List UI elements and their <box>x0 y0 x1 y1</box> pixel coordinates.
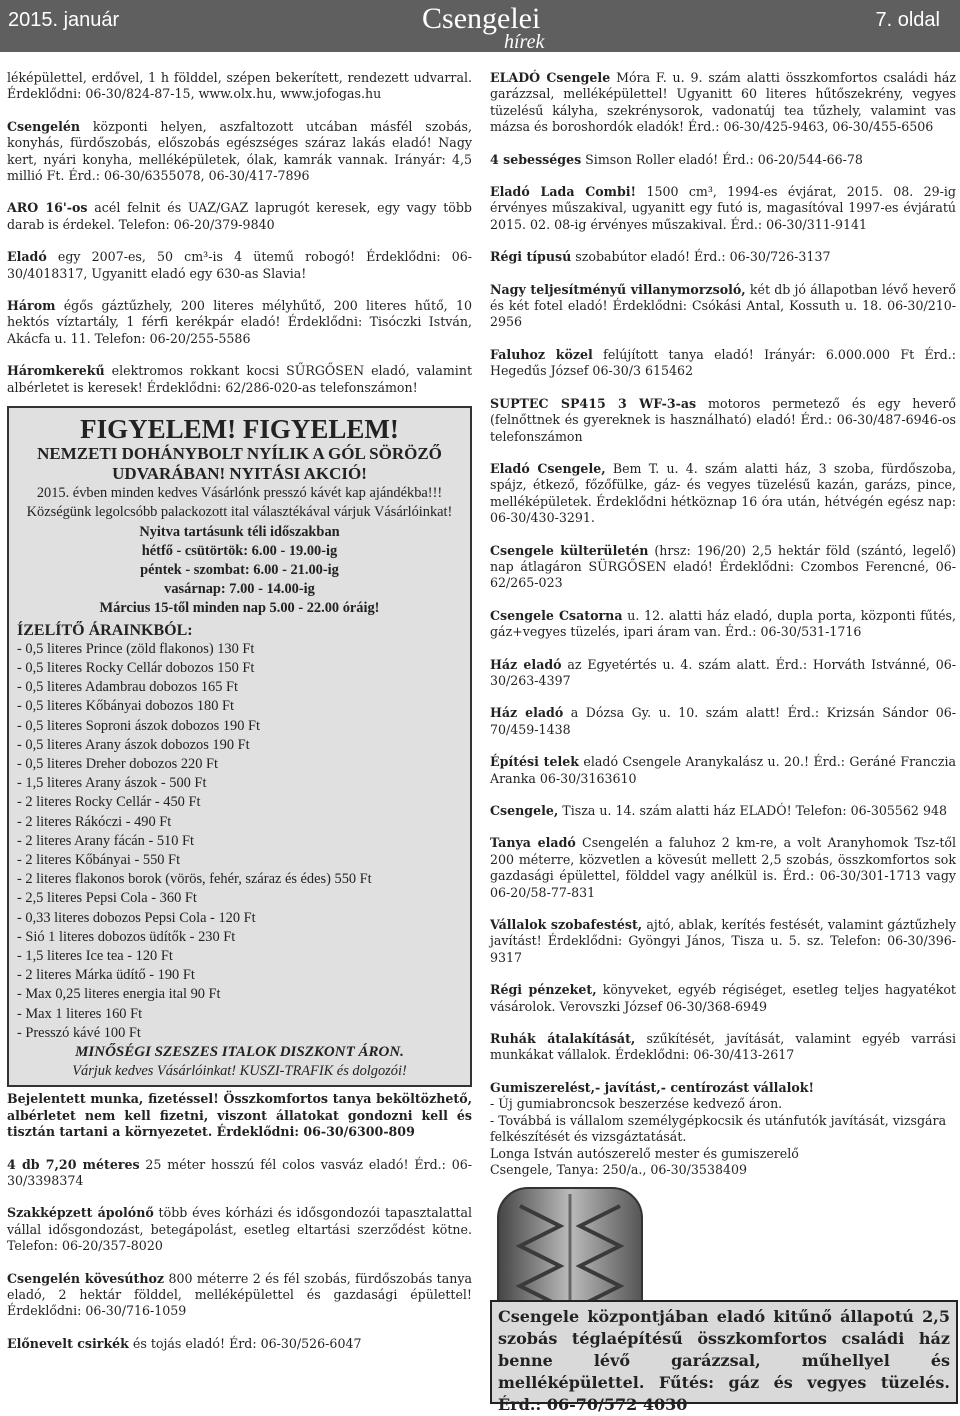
classified-ad: Régi pénzeket, könyveket, egyéb régiséget, esetleg teljes hagyatékot vásárolok. Verovszki József 06-30/368-6949 <box>490 982 956 1014</box>
classified-ad: ARO 16'-os acél felnit és UAZ/GAZ laprugót keresek, egy vagy több darab is érdekel. Telefon: 06-20/379-9840 <box>7 200 472 232</box>
price-item: - 2,5 literes Pepsi Cola - 360 Ft <box>17 890 197 907</box>
price-item: - 0,5 literes Prince (zöld flakonos) 130 Ft <box>17 640 255 657</box>
classified-ad: Ház eladó a Dózsa Gy. u. 10. szám alatt! Érd.: Krizsán Sándor 06-70/459-1438 <box>490 705 956 737</box>
classified-ad: Szakképzett ápolónő több éves kórházi és idősgondozói tapasztalattal vállal idősgondozást, betegápolást, esetleg eltartási szerződést kötne. Telefon: 06-20/357-8020 <box>7 1205 472 1254</box>
classified-ad: Ház eladó az Egyetértés u. 4. szám alatt. Érd.: Horváth Istvánné, 06-30/263-4397 <box>490 656 956 688</box>
price-item: - 1,5 literes Ice tea - 120 Ft <box>17 947 173 964</box>
box-line: 2015. évben minden kedves Vásárlónk presszó kávét kap ajándékba!!! <box>36 485 443 502</box>
price-item: - 0,33 literes dobozos Pepsi Cola - 120 Ft <box>17 909 256 926</box>
price-item: - 0,5 literes Dreher dobozos 220 Ft <box>17 755 219 772</box>
ad-heading: Gumiszerelést,- javítást,- centírozást vállalok! <box>490 1079 815 1095</box>
logo-line1: Csengelei <box>422 2 541 35</box>
price-item: - 2 literes Rocky Cellár - 450 Ft <box>17 794 201 811</box>
classified-ad: SUPTEC SP415 3 WF-3-as motoros permetező és egy heverő (felnőttnek és gyereknek is használható) eladó! Érd.: 06-30/487-6946-os telefonszámon <box>490 395 956 444</box>
price-item: - 2 literes flakonos borok (vörös, fehér, száraz és édes) 550 Ft <box>17 871 372 888</box>
price-item: - 2 literes Rákóczi - 490 Ft <box>17 813 172 830</box>
issue-date: 2015. január <box>8 9 120 31</box>
classified-ad: Csengele Csatorna u. 12. alatti ház eladó, dupla porta, központi fűtés, gáz+vegyes tüzelés, ipari áram van. Érd.: 06-30/531-1716 <box>490 607 956 640</box>
price-item: - Presszó kávé 100 Ft <box>17 1024 141 1041</box>
classified-ad: Csengelén központi helyen, aszfaltozott utcában másfél szobás, konyhás, fürdőszobás, előszobás egészséges száraz lakás eladó! Nagy kert, nyári konyha, melléképületek, ólak, kamrák vannak. Irányár: 4,5 millió Ft. Érd.: 06-30/6355078, 06-30/417-7896 <box>7 118 472 184</box>
classified-ad: Eladó Lada Combi! 1500 cm³, 1994-es évjárat, 2015. 08. 29-ig érvényes műszakival, ugyanitt egy futó is, magasítóval 1997-es évjáratú 2015. 02. 08-ig érvényes műszakival. Érd.: 06-30/311-9141 <box>490 184 956 232</box>
classified-ad: 4 sebességes Simson Roller eladó! Érd.: 06-20/544-66-78 <box>490 151 863 167</box>
opening-hours: vasárnap: 7.00 - 14.00-ig <box>164 581 315 598</box>
ad-line: Csengele, Tanya: 250/a., 06-30/3538409 <box>490 1161 748 1177</box>
tobacco-shop-ad-box <box>7 406 472 1087</box>
price-item: - 0,5 literes Arany ászok dobozos 190 Ft <box>17 736 250 753</box>
price-item: - 1,5 literes Arany ászok - 500 Ft <box>17 775 207 792</box>
classified-ad: Faluhoz közel felújított tanya eladó! Irányár: 6.000.000 Ft Érd.: Hegedűs József 06-30/3 615462 <box>490 346 956 379</box>
page-header <box>0 0 960 52</box>
price-item: - 0,5 literes Rocky Cellár dobozos 150 Ft <box>17 659 255 676</box>
classified-ad: 4 db 7,20 méteres 25 méter hosszú fél colos vasváz eladó! Érd.: 06-30/3398374 <box>7 1156 472 1189</box>
classified-ad: Csengele külterületén (hrsz: 196/20) 2,5 hektár föld (szántó, legelő) nap átlagáron SÜRGŐSEN eladó! Érdeklődni: Czombos Ferencné, 06-62/265-023 <box>490 542 956 591</box>
classified-ad: Csengele, Tisza u. 14. szám alatti ház ELADÓ! Telefon: 06-305562 948 <box>490 803 947 818</box>
newspaper-logo <box>418 2 545 53</box>
price-list-title: ÍZELÍTŐ ÁRAINKBÓL: <box>17 621 193 639</box>
box-footer: Várjuk kedves Vásárlóinkat! KUSZI-TRAFIK és dolgozói! <box>72 1063 407 1080</box>
right-column <box>490 70 956 1396</box>
page-number: 7. oldal <box>875 9 940 31</box>
classified-ad: Három égős gáztűzhely, 200 literes mélyhűtő, 200 literes hűtő, 10 hektós víztartály, 1 férfi kerékpár eladó! Érdeklődni: Tisóczki István, Akácfa u. 11. Telefon: 06-20/255-5586 <box>7 298 472 346</box>
classified-ad: Előnevelt csirkék és tojás eladó! Érd: 06-30/526-6047 <box>7 1335 362 1351</box>
classified-ad: Ruhák átalakítását, szűkítését, javítását, valamint egyéb varrási munkákat vállalok. Érdeklődni: 06-30/413-2617 <box>490 1031 956 1063</box>
box-title: FIGYELEM! FIGYELEM! <box>80 414 399 445</box>
logo-line2: hírek <box>504 31 545 53</box>
price-item: - 2 literes Márka üdítő - 190 Ft <box>17 967 195 984</box>
price-list <box>17 640 462 1043</box>
classified-ad: Nagy teljesítményű villanymorzsoló, két db jó állapotban lévő heverő és két fotel eladó! Érdeklődni: Csókási Antal, Kossuth u. 18. 06-30/210-2956 <box>490 281 956 330</box>
classified-ad: Régi típusú szobabútor eladó! Érd.: 06-30/726-3137 <box>490 249 831 265</box>
classified-ad: Eladó egy 2007-es, 50 cm³-is 4 ütemű robogó! Érdeklődni: 06-30/4018317, Ugyanitt eladó egy 630-as Slavia! <box>7 249 472 281</box>
box-line: Községünk legolcsóbb palackozott ital választékával várjuk Vásárlóinkat! <box>26 504 453 521</box>
price-item: - Sió 1 literes dobozos üdítők - 230 Ft <box>17 928 236 945</box>
classified-ad: Építési telek eladó Csengele Aranykalász u. 20.! Érd.: Geráné Franczia Aranka 06-30/3163610 <box>490 754 956 786</box>
classified-ad: Háromkerekű elektromos rokkant kocsi SŰRGŐSEN eladó, valamint albérletet is keresek! Érdeklődni: 62/286-020-as telefonszámon! <box>7 363 472 395</box>
house-for-sale-ad: Csengele központjában eladó kitűnő állapotú 2,5 szobás téglaépítésű összkomfortos családi ház benne lévő garázzsal, műhellyel és melléképülettel. Fűtés: gáz és vegyes tüzelés. Érd.: 06-70/572 4030 <box>490 1300 958 1404</box>
classified-ad: Vállalok szobafestést, ajtó, ablak, kerítés festését, valamint gáztűzhely javítást! Érdeklődni: Gyöngyi János, Tisza u. 5. sz. Telefon: 06-30/396-9317 <box>490 917 956 965</box>
classified-ad: Eladó Csengele, Bem T. u. 4. szám alatti ház, 3 szoba, fürdőszoba, spájz, étkező, főzőfülke, gáz- és vegyes tüzelésű kazán, garázs, pince, melléképületek. Érdeklődni hétköznap 16 óra után, hétvégén egész nap: 06-30/430-3291. <box>490 460 956 526</box>
classified-ad: Bejelentett munka, fizetéssel! Összkomfortos tanya beköltözhető, albérletet nem kell fizetni, viszont állatokat gondozni kell és tisztán tartani a környezetet. Érdeklődni: 06-30/6300-809 <box>7 1091 472 1140</box>
price-item: - 0,5 literes Adambrau dobozos 165 Ft <box>17 679 239 696</box>
box-subtitle: UDVARÁBAN! NYITÁSI AKCIÓ! <box>112 464 367 484</box>
price-item: - 0,5 literes Kőbányai dobozos 180 Ft <box>17 698 235 715</box>
price-item: - 2 literes Kőbányai - 550 Ft <box>17 851 181 868</box>
ad-line: Longa István autószerelő mester és gumiszerelő <box>490 1145 799 1161</box>
opening-hours-title: Nyitva tartásunk téli időszakban <box>139 523 340 540</box>
price-item: - 0,5 literes Soproni ászok dobozos 190 Ft <box>17 717 261 734</box>
classified-ad: léképülettel, erdővel, 1 h földdel, szépen bekerített, rendezett udvarral. Érdeklődni: 06-30/824-87-15, www.olx.hu, www.jofogas.hu <box>7 70 472 102</box>
box-footer: MINŐSÉGI SZESZES ITALOK DISZKONT ÁRON. <box>75 1043 404 1060</box>
classified-ad: ELADÓ Csengele Móra F. u. 9. szám alatti összkomfortos családi ház garázzsal, melléképülettel! Ugyanitt 60 literes hűtőszekrény, vegyes tüzelésű kályha, szekrénysorok, vadonatúj tea tűzhely, valamint vas mázsa és boroshordók eladók! Érd.: 06-30/425-9463, 06-30/455-6506 <box>490 70 956 135</box>
box-subtitle: NEMZETI DOHÁNYBOLT NYÍLIK A GÓL SÖRÖZŐ <box>37 444 442 464</box>
classified-ad: Tanya eladó Csengelén a faluhoz 2 km-re, a volt Aranyhomok Tsz-től 200 méterre, közvetlen a kövesút mellett 2,5 szobás, összkomfortos sok gazdasági épülettel, földdel vagy anélkül is. Érd.: 06-30/301-1713 vagy 06-20/58-77-831 <box>490 835 956 900</box>
price-item: - Max 0,25 literes energia ital 90 Ft <box>17 986 221 1003</box>
opening-hours: Március 15-től minden nap 5.00 - 22.00 óráig! <box>99 600 380 617</box>
price-item: - Max 1 literes 160 Ft <box>17 1005 143 1022</box>
ad-line: - Továbbá is vállalom személygépkocsik és utánfutók javítását, vizsgára felkészítését és vizsgáztatását. <box>490 1112 947 1145</box>
price-item: - 2 literes Arany fácán - 510 Ft <box>17 832 195 849</box>
ad-line: - Új gumiabroncsok beszerzése kedvező áron. <box>490 1096 783 1112</box>
opening-hours: hétfő - csütörtök: 6.00 - 19.00-ig <box>141 542 338 559</box>
left-column <box>7 70 472 1368</box>
opening-hours: péntek - szombat: 6.00 - 21.00-ig <box>140 561 339 578</box>
classified-ad: Csengelén kövesúthoz 800 méterre 2 és fél szobás, fürdőszobás tanya eladó, 2 hektár földdel, melléképülettel és gazdasági épülettel! Érdeklődni: 06-30/716-1059 <box>7 1270 472 1319</box>
